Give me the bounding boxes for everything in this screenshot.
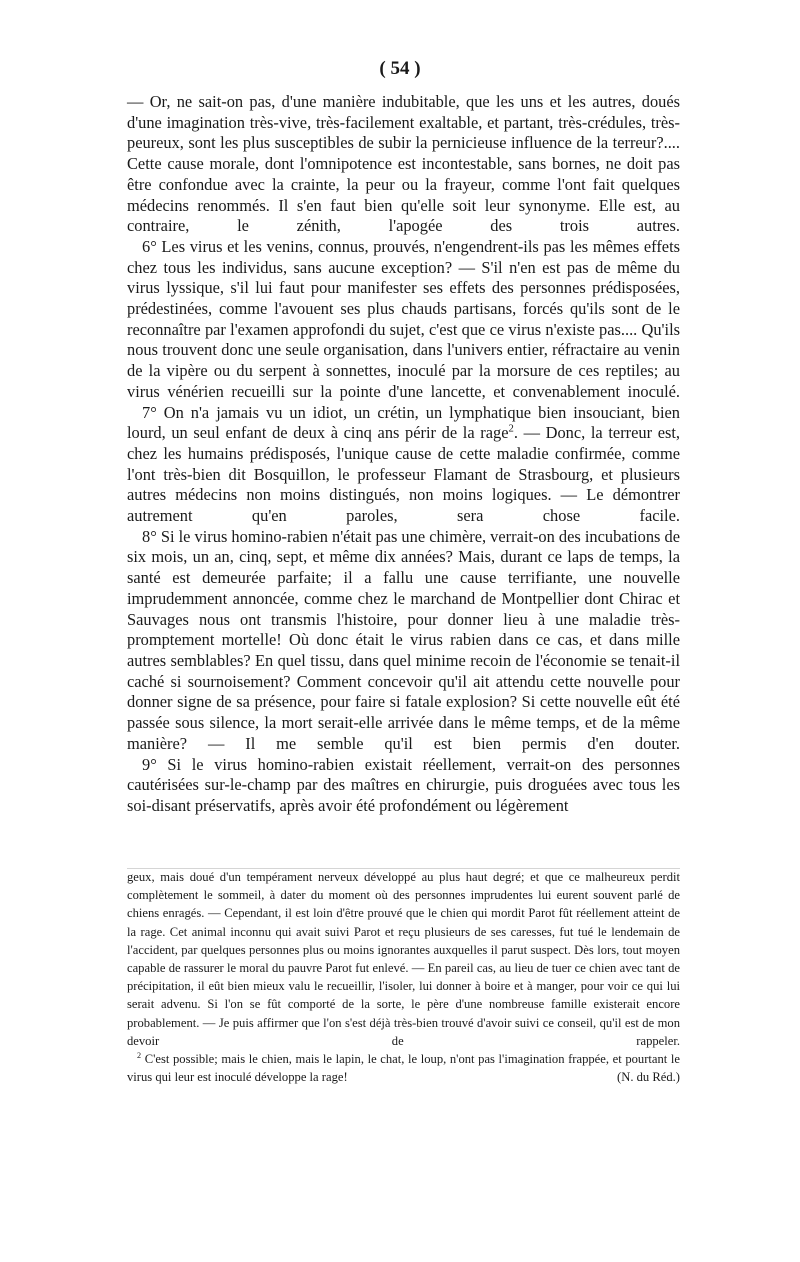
paragraph-3-rest: . — Donc, la terreur est, chez les humains prédisposés, l'unique cause de cette maladie confirmée, comme l'ont très-bien dit Bosquillon, le professeur Flamant de Strasbourg, et plusieurs autres médecins non moins distingués, non moins logiques. — Le démontrer autrement qu'en paroles, sera chose facile. [127,423,681,526]
footnotes [127,868,680,1086]
paragraph-3 [127,403,680,527]
paragraph-2: 6° Les virus et les venins, connus, prouvés, n'engendrent-ils pas les mêmes effets chez tous les individus, sans aucune exception? — S'il n'en est pas de même du virus lyssique, s'il lui faut pour manifester ses effets des personnes prédisposées, prédestinées, comme l'avouent ses plus chauds partisans, forcés qu'ils sont de le reconnaître par l'examen approfondi du sujet, c'est que ce virus n'existe pas.... Qu'ils nous trouvent donc une seule organisation, dans l'univers entier, réfractaire au venin de la vipère ou du serpent à sonnettes, inoculé par la morsure de ces reptiles; au virus vénérien recueilli sur la pointe d'une lancette, et convenablement inoculé. [127,236,680,401]
main-text [127,92,680,817]
paragraph-4: 8° Si le virus homino-rabien n'était pas une chimère, verrait-on des incubations de six mois, un an, cinq, sept, et même dix années? Mais, durant ce laps de temps, la santé est demeurée parfaite; il a fallu une cause terrifiante, une nouvelle imprudemment annoncée, comme chez le marchand de Montpellier dont Chirac et Sauvages nous ont transmis l'histoire, pour donner lieu à une maladie très-promptement mortelle! Où donc était le virus rabien dans ce cas, et dans mille autres semblables? En quel tissu, dans quel minime recoin de l'économie se tenait-il caché si sournoisement? Comment concevoir qu'il ait attendu cette nouvelle pour donner signe de sa présence, pour faire si fatale explosion? Si cette nouvelle eût été passée sous silence, la mort serait-elle arrivée dans le même temps, et de la même manière? — Il me semble qu'il est bien permis d'en douter. [127,526,680,753]
page-number: ( 54 ) [379,58,421,79]
footnote-1-continued: geux, mais doué d'un tempérament nerveux développé au plus haut degré; et que ce malheureux perdit complètement le sommeil, à dater du moment où des personnes imprudentes lui eurent souvent parlé de chiens enragés. — Cependant, il est loin d'être prouvé que le chien qui mordit Parot fût réellement atteint de la rage. Cet animal inconnu qui avait suivi Parot et reçu plusieurs de ses caresses, fut tué le lendemain de l'accident, par quelques personnes plus ou moins ignorantes auxquelles il parut suspect. Dès lors, tout moyen capable de rassurer le moral du pauvre Parot fut enlevé. — En pareil cas, au lieu de tuer ce chien avec tant de précipitation, il eût bien mieux valu le recueillir, l'isoler, lui donner à boire et à manger, pour voir ce qui lui serait advenu. Si l'on se fût comporté de la sorte, le père d'une nombreuse famille existerait encore probablement. — Je puis affirmer que l'on s'est déjà très-bien trouvé d'avoir suivi ce conseil, qu'il est de mon devoir de rappeler. [127,870,680,1048]
editor-note-signature: (N. du Réd.) [617,1070,680,1085]
paragraph-1: — Or, ne sait-on pas, d'une manière indubitable, que les uns et les autres, doués d'une imagination très-vive, très-facilement exaltable, et partant, très-crédules, très-peureux, sont les plus susceptibles de subir la pernicieuse influence de la terreur?.... Cette cause morale, dont l'omnipotence est incontestable, sans bornes, ne doit pas être confondue avec la crainte, la peur ou la frayeur, comme l'ont fait quelques médecins renommés. Il s'en faut bien qu'elle soit leur synonyme. Elle est, au contraire, le zénith, l'apogée des trois autres. [127,92,680,236]
paragraph-3-main: 7° On n'a jamais vu un idiot, un crétin, un lymphatique bien insouciant, bien lourd, un seul enfant de deux à cinq ans périr de la rage [127,402,680,443]
paragraph-5: 9° Si le virus homino-rabien existait réellement, verrait-on des personnes cautérisées sur-le-champ par des maîtres en chirurgie, puis droguées avec tous les soi-disant préservatifs, après avoir été profondément ou légèrement [127,754,680,815]
footnote-ref-2: 2 [508,423,514,435]
footnote-2 [127,1050,680,1086]
footnote-2-text: C'est possible; mais le chien, mais le lapin, le chat, le loup, n'ont pas l'imagination frappée, et pourtant le virus qui leur est inoculé développe la rage! [127,1052,680,1085]
footnote-2-mark: 2 [137,1050,142,1060]
